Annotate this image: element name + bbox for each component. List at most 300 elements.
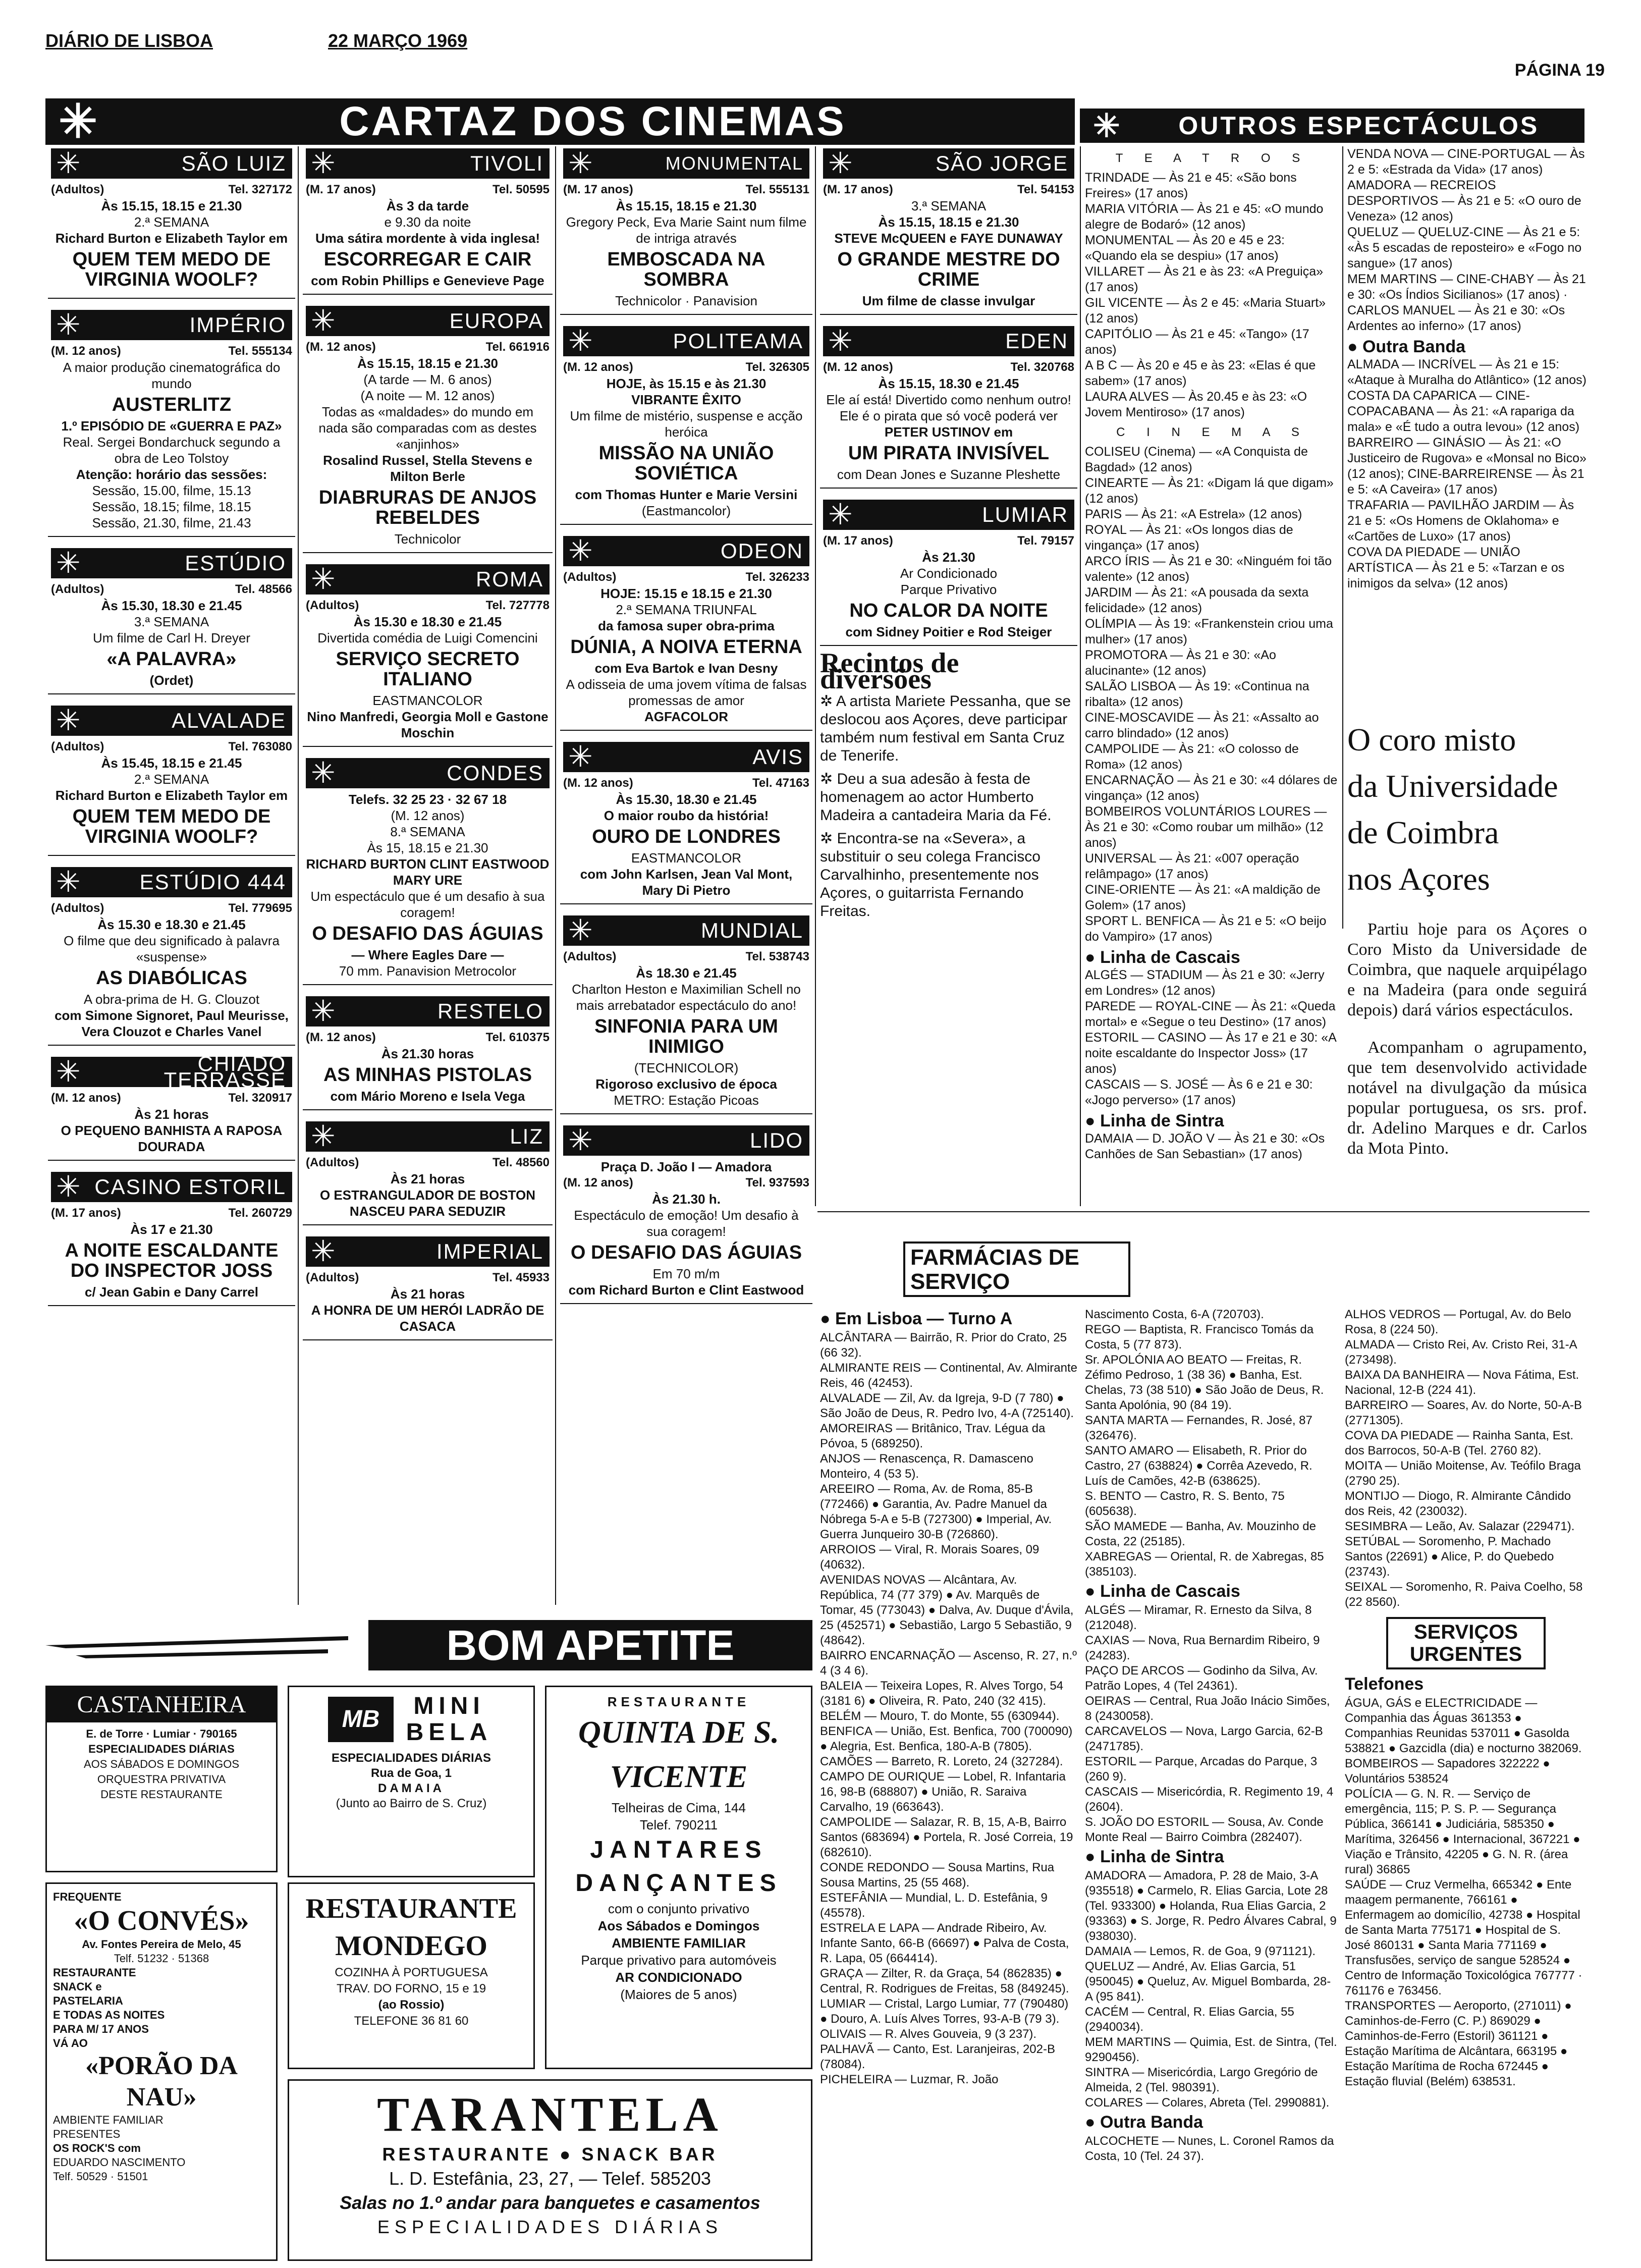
showtimes: Às 15.15, 18.15 e 21.30 [357,356,498,371]
format: Technicolor · Panavision [615,293,757,308]
list-item: SAÚDE — Cruz Vermelha, 665342 ● Ente maagem permanente, 766161 ● Enfermagem ao domicílio, 42738 ● Hospital de Santa Marta 775171 ● Hospital de S. José 860131 ● Santa Maria 771169 ● Transfusões, serviço de sangue 528524 ● Centro de Informação Toxicológica 767777 · 761176 e 763456. [1345,1878,1582,1997]
ad-line: TELEFONE 36 81 60 [354,2014,469,2028]
cascais-heading: ● Linha de Cascais [1085,948,1240,967]
list-item: MONTIJO — Diogo, R. Almirante Cândido dos Reis, 42 (230032). [1345,1489,1571,1518]
tagline: Divertida comédia de Luigi Comencini [317,630,538,645]
recintos-item: ✲ A artista Mariete Pessanha, que se deslocou aos Açores, deve participar também num festival em Santa Cruz de Tenerife. [820,693,1071,764]
cinema-name: MONUMENTAL [665,153,803,174]
format: (TECHNICOLOR) [634,1060,739,1075]
outros-column-a [1085,146,1340,1206]
age-rating: (M. 17 anos) [823,534,893,548]
article-title-line: de Coimbra [1347,815,1499,850]
showtimes: Às 15.15, 18.30 e 21.45 [878,376,1019,391]
age-rating: (M. 12 anos) [306,1031,376,1044]
sintra-heading: ● Linha de Sintra [1085,1847,1224,1866]
list-item: PALHAVÃ — Canto, Est. Laranjeiras, 202-B (78084). [820,2042,1055,2071]
age-rating: (M. 12 anos) [823,360,893,374]
ad-headline: JANTARES DANÇANTES [575,1837,782,1897]
cinema-chiado-terrasse [48,1052,295,1161]
list-item: TRANSPORTES — Aeroporto, (271011) ● Caminhos-de-Ferro (C. P.) 869029 ● Caminhos-de-Ferro (Estoril) 361121 ● Estação Marítima de Alcântara, 663195 ● Estação Marítima de Rocha 672445 ● Estação fluvial (Belém) 638531. [1345,1999,1572,2088]
ad-line: OS ROCK'S com [53,2142,141,2154]
showtimes: Às 21.30 [922,550,975,565]
list-item: ESTORIL — CASINO — Às 17 e 21 e 30: «A noite escaldante do Inspector Joss» (17 anos) [1085,1031,1336,1076]
cast: com Simone Signoret, Paul Meurisse, Vera Clouzot e Charles Vanel [54,1008,289,1039]
week: 2.ª SEMANA [134,772,209,787]
list-item: ROYAL — Às 21: «Os longos dias de vingança» (17 anos) [1085,523,1293,553]
list-item: AREEIRO — Roma, Av. de Roma, 85-B (772466) ● Garantia, Av. Padre Manuel da Nóbrega 5-A e 5-B (727300) ● Imperial, Av. Guerra Junqueiro 30-B (726860). [820,1482,1052,1541]
ad-line: PARA M/ 17 ANOS [53,2023,149,2035]
tagline: Todas as «maldades» do mundo em nada são comparadas com as destes «anjinhos» [318,404,537,452]
ad-line: Telf. 51232 · 51368 [114,1952,209,1965]
showtimes: Às 15, 18.15 e 21.30 [367,840,488,855]
ad-line: COZINHA À PORTUGUESA [335,1966,488,1979]
minibela-logo: MB [328,1697,394,1742]
phone: Tel. 54153 [1017,183,1074,196]
teatros-heading: T E A T R O S [1115,151,1309,165]
phone: Tel. 47163 [752,776,809,790]
film-title: AUSTERLITZ [112,394,232,415]
phone: Tel. 661916 [485,340,550,354]
asterisk-icon: ✳ [828,147,853,180]
ad-name: RESTAURANTE MONDEGO [305,1893,517,1962]
list-item: ÁGUA, GÁS e ELECTRICIDADE — Companhia das Águas 361353 ● Companhias Reunidas 537011 ● Gasolda 538821 ● Gazcidla (dia) e nocturno 382069. [1345,1696,1582,1755]
list-item: ENCARNAÇÃO — Às 21 e 30: «4 dólares de vingança» (12 anos) [1085,773,1338,803]
asterisk-icon: ✳ [568,325,593,357]
cinema-name: ESTÚDIO [185,551,286,575]
asterisk-icon: ✳ [311,757,336,789]
cast-2: com Dean Jones e Suzanne Pleshette [837,467,1061,482]
phone: Tel. 727778 [485,599,550,612]
asterisk-icon: ✳ [311,1235,336,1268]
list-item: COLISEU (Cinema) — «A Conquista de Bagdad» (12 anos) [1085,445,1308,474]
list-item: ALMADA — INCRÍVEL — Às 21 e 15: «Ataque à Muralha do Atlântico» (12 anos) [1347,357,1587,387]
cast: Rosalind Russel, Stella Stevens e Milton Berle [323,453,532,484]
phone: Tel. 779695 [228,901,292,915]
ad-line: (Junto ao Bairro de S. Cruz) [336,1797,487,1810]
tagline: Ele aí está! Divertido como nenhum outro! Ele é o pirata que só você poderá ver [826,392,1071,423]
sintra-heading: ● Linha de Sintra [1085,1111,1224,1130]
cinema-sao-jorge [820,146,1077,315]
showtimes: Às 15.15, 18.15 e 21.30 [101,198,242,213]
cartaz-title: CARTAZ DOS CINEMAS [339,98,846,144]
asterisk-icon: ✳ [311,995,336,1028]
cinema-lido [560,1123,812,1304]
cast: com Robin Phillips e Genevieve Page [311,273,544,288]
asterisk-icon: ✳ [568,914,593,947]
list-item: LAURA ALVES — Às 20.45 e às 23: «O Jovem Mentiroso» (17 anos) [1085,390,1307,419]
phone: Tel. 763080 [228,740,292,753]
list-item: PICHELEIRA — Luzmar, R. João [820,2073,999,2086]
ad-conves [45,1882,278,2261]
ad-name: MINI BELA [406,1693,493,1746]
ad-tarantela [288,2079,812,2261]
showtimes: Às 15.15, 18.15 e 21.30 [878,214,1019,230]
asterisk-icon: ✳ [828,498,853,531]
film-title: DIABRURAS DE ANJOS REBELDES [318,487,537,528]
cinema-name: CONDES [447,761,543,785]
list-item: COSTA DA CAPARICA — CINE-COPACABANA — Às 21: «A rapariga da mala» e «É tudo a outra levou» (12 anos) [1347,389,1580,434]
asterisk-icon: ✳ [311,304,336,337]
age-rating: (M. 17 anos) [306,183,376,196]
cinema-restelo [303,994,553,1110]
list-item: SALÃO LISBOA — Às 19: «Continua na ribalta» (12 anos) [1085,679,1309,709]
list-item: OLÍMPIA — Às 19: «Frankenstein criou uma mulher» (17 anos) [1085,617,1333,646]
list-item: ESTORIL — Parque, Arcadas do Parque, 3 (260 9). [1085,1755,1318,1784]
showtimes: Às 15.30, 18.30 e 21.45 [101,598,242,613]
list-item: AMOREIRAS — Britânico, Trav. Légua da Póvoa, 5 (689250). [820,1422,1046,1450]
phone: Tel. 48560 [493,1156,550,1169]
asterisk-icon: ✳ [56,308,81,341]
ad-line: ORQUESTRA PRIVATIVA [97,1773,226,1786]
cinema-name: POLITEAMA [673,329,803,353]
week: 3.ª SEMANA [134,614,209,629]
film-title: AS DIABÓLICAS [96,967,247,989]
list-item: Sr. APOLÓNIA AO BEATO — Freitas, R. Zéfimo Pedroso, 1 (38 36) ● Banha, Est. Chelas, 73 (38 510) ● São João de Deus, R. Santa Apolónia, 90 (84 19). [1085,1353,1324,1412]
ad-line: PASTELARIA [53,1994,123,2007]
asterisk-icon: ✳ [1093,107,1120,144]
cinema-europa [303,304,553,553]
cinema-monumental [560,146,812,315]
showtimes: Às 21 horas [390,1286,465,1302]
list-item: OLIVAIS — R. Alves Gouveia, 9 (3 237). [820,2027,1037,2041]
showtimes: Às 21 horas [134,1107,209,1122]
list-item: MEM MARTINS — Quimia, Est. de Sintra, (Tel. 9290456). [1085,2035,1337,2064]
cinema-eden [820,324,1077,489]
age-rating: (Adultos) [306,599,359,612]
ad-name: CASTANHEIRA [47,1687,276,1722]
list-item: SANTO AMARO — Elisabeth, R. Prior do Castro, 27 (638824) ● Corrêa Azevedo, R. Luís de Camões, 42-B (638625). [1085,1444,1312,1488]
page-number: PÁGINA 19 [1514,61,1605,80]
list-item: CAPITÓLIO — Às 21 e 45: «Tango» (17 anos) [1085,327,1309,357]
ad-line: Telheiras de Cima, 144 [612,1800,746,1815]
list-item: MARIA VITÓRIA — Às 21 e 45: «O mundo alegre de Bodaró» (12 anos) [1085,202,1324,232]
ad-mondego [288,1882,535,2069]
article-paragraph: Partiu hoje para os Açores o Coro Misto da Universidade de Coimbra, que naquele arquipélago e na Madeira (para onde seguirá depois) dará vários espectáculos. [1347,920,1587,1019]
list-item: SINTRA — Misericórdia, Largo Gregório de Almeida, 2 (Tel. 980391). [1085,2066,1318,2094]
amenity: Parque Privativo [900,582,997,597]
session: Sessão, 18.15; filme, 18.15 [92,499,251,514]
list-item: ESTEFÂNIA — Mundial, L. D. Estefânia, 9 (45578). [820,1891,1048,1920]
list-item: MOITA — União Moitense, Av. Teófilo Braga (2790 25). [1345,1459,1581,1488]
film-title: QUEM TEM MEDO DE VIRGINIA WOOLF? [72,249,271,290]
cinema-name: ESTÚDIO 444 [139,870,286,894]
amenity: Ar Condicionado [900,566,998,581]
paper-name: DIÁRIO DE LISBOA [45,30,213,51]
list-item: BAIXA DA BANHEIRA — Nova Fátima, Est. Nacional, 12-B (224 41). [1345,1368,1579,1397]
showtimes: Às 18.30 e 21.45 [636,965,737,981]
outros-title: OUTROS ESPECTÁCULOS [1178,112,1540,140]
article-title-line: da Universidade [1347,768,1558,804]
list-item: DAMAIA — D. JOÃO V — Às 21 e 30: «Os Canhões de San Sebastian» (17 anos) [1085,1131,1325,1161]
cast: com John Karlsen, Jean Val Mont, Mary Di Pietro [580,867,793,898]
list-item: PROMOTORA — Às 21 e 30: «Ao alucinante» (12 anos) [1085,648,1276,678]
issue-date: 22 MARÇO 1969 [328,30,468,51]
list-item: CACÉM — Central, R. Elias Garcia, 55 (2940034). [1085,2005,1294,2034]
cast: Gregory Peck, Eva Marie Saint num filme de intriga através [566,214,807,246]
tagline: Um filme de classe invulgar [862,293,1035,308]
showtimes: Às 3 da tarde [386,198,469,213]
list-item: CINE-ORIENTE — Às 21: «A maldição de Golem» (17 anos) [1085,883,1321,912]
ad-name-2: «PORÃO DA NAU» [85,2051,238,2112]
age-rating: (Adultos) [51,183,104,196]
list-item: ALMIRANTE REIS — Continental, Av. Almirante Reis, 46 (42453). [820,1361,1077,1390]
ad-name: QUINTA DE S. VICENTE [578,1715,779,1794]
phone: Tel. 48566 [235,582,292,596]
tagline: Espectáculo de emoção! Um desafio à sua coragem! [574,1208,799,1239]
outros-banner [1080,109,1584,143]
list-item: SANTA MARTA — Fernandes, R. José, 87 (326476). [1085,1414,1312,1442]
list-item: ANJOS — Renascença, R. Damasceno Monteiro, 4 (53 5). [820,1452,1033,1481]
cinema-politeama [560,324,812,525]
masthead [45,30,1605,80]
format: EASTMANCOLOR [372,693,483,708]
asterisk-icon: ✳ [59,96,98,147]
asterisk-icon: ✳ [568,1124,593,1157]
list-item: S. JOÃO DO ESTORIL — Sousa, Av. Conde Monte Real — Bairro Coimbra (282407). [1085,1815,1324,1844]
showtimes: Às 15.45, 18.15 e 21.45 [101,755,242,771]
list-item: XABREGAS — Oriental, R. de Xabregas, 85 (385103). [1085,1550,1324,1579]
age-rating: (M. 12 anos) [563,360,633,374]
ad-line: AMBIENTE FAMILIAR [612,1935,746,1951]
cast: Charlton Heston e Maximilian Schell no mais arrebatador espectáculo do ano! [572,982,801,1013]
list-item: PARIS — Às 21: «A Estrela» (12 anos) [1085,507,1302,521]
ad-name: TARANTELA [377,2087,723,2141]
ad-castanheira [45,1686,278,1872]
telefones-heading: Telefones [1345,1675,1424,1694]
ad-line: Aos Sábados e Domingos [597,1918,760,1933]
ad-line: E TODAS AS NOITES [53,2009,165,2021]
recintos-item: ✲ Deu a sua adesão à festa de homenagem ao actor Humberto Madeira a cantadeira Maria da Fé. [820,771,1052,824]
original-title: (Ordet) [149,673,194,688]
tagline: O maior roubo da história! [604,808,769,823]
tagline: Um espectáculo que é um desafio à sua coragem! [310,889,545,920]
cinema-name: SÃO LUIZ [181,151,286,175]
list-item: ESTRELA E LAPA — Andrade Ribeiro, Av. Infante Santo, 66-B (66697) ● Palva de Costa, R. Lapa, 05 (664414). [820,1921,1069,1965]
cinema-name: RESTELO [437,999,543,1023]
coro-article [1347,717,1587,1221]
asterisk-icon: ✳ [568,740,593,773]
phone: Tel. 610375 [485,1031,550,1044]
age-rating: (M. 12 anos) [563,1176,633,1190]
list-item: ALMADA — Cristo Rei, Av. Cristo Rei, 31-A (273498). [1345,1338,1577,1367]
showtimes: HOJE: 15.15 e 18.15 e 21.30 [600,586,772,601]
farmacias-heading: FARMÁCIAS DE SERVIÇO [903,1241,1130,1297]
ad-line: FREQUENTE [53,1891,122,1903]
list-item: UNIVERSAL — Às 21: «007 operação relâmpago» (17 anos) [1085,851,1299,881]
cartaz-banner [45,98,1075,145]
tagline: Uma sátira mordente à vida inglesa! [315,231,540,246]
list-item: BELÉM — Mouro, T. do Monte, 55 (630944). [820,1709,1060,1723]
cast: com Eva Bartok e Ivan Desny [594,661,778,676]
list-item: CAXIAS — Nova, Rua Bernardim Ribeiro, 9 (24283). [1085,1634,1320,1662]
list-item: AVENIDAS NOVAS — Alcântara, Av. República, 74 (77 379) ● Av. Marquês de Tomar, 45 (773043) ● Dalva, Av. Duque d'Ávila, 25 (452571) ● Sebastião, Largo 5 Sebastião, 9 (48642). [820,1573,1074,1647]
phone: Tel. 45933 [493,1271,550,1284]
headline: VIBRANTE ÊXITO [631,392,741,407]
ad-line: RESTAURANTE ● SNACK BAR [382,2144,718,2165]
cinema-alvalade [48,704,295,856]
film-title: O DESAFIO DAS ÁGUIAS [570,1242,802,1263]
age-rating: (M. 12 anos) [51,1091,121,1105]
asterisk-icon: ✳ [311,563,336,596]
ad-line: Telef. 790211 [639,1817,718,1832]
tagline: Um filme de mistério, suspense e acção heróica [570,408,803,440]
ad-name: «O CONVÉS» [74,1905,249,1936]
list-item: CONDE REDONDO — Sousa Martins, Rua Sousa Martins, 25 (55 468). [820,1861,1055,1889]
ad-line: Salas no 1.º andar para banquetes e casamentos [340,2192,760,2213]
age-rating: (Adultos) [51,740,104,753]
film-title: O PEQUENO BANHISTA A RAPOSA DOURADA [61,1123,283,1154]
list-item: AMADORA — RECREIOS DESPORTIVOS — Às 21 e 5: «O ouro de Veneza» (12 anos) [1347,178,1581,224]
showtimes: HOJE, às 15.15 e às 21.30 [606,376,767,391]
cinema-column-1 [48,146,295,1600]
week: 8.ª SEMANA [390,824,465,839]
film-title: EMBOSCADA NA SOMBRA [607,249,765,290]
list-item: BARREIRO — GINÁSIO — Às 21: «O Justiceiro de Rugova» e «Monsal no Bico» (12 anos); CINE-BARREIRENSE — Às 21 e 5: «A Caveira» (17 anos) [1347,436,1587,497]
film-title: MISSÃO NA UNIÃO SOVIÉTICA [598,443,774,484]
ad-line: EDUARDO NASCIMENTO [53,2156,186,2169]
cast: com Richard Burton e Clint Eastwood [568,1282,804,1298]
film-title: AS MINHAS PISTOLAS [323,1064,532,1086]
ad-line: Parque privativo para automóveis [581,1953,777,1968]
list-item: GRAÇA — Zilter, R. da Graça, 54 (862835) ● Central, R. Rodrigues de Freitas, 58 (849245). [820,1967,1069,1995]
week: 2.ª SEMANA [134,214,209,230]
cinema-column-3 [560,146,812,1600]
list-item: SPORT L. BENFICA — Às 21 e 5: «O beijo do Vampiro» (17 anos) [1085,914,1327,944]
age-rating: (Adultos) [563,950,617,963]
week: 2.ª SEMANA TRIUNFAL [616,602,757,617]
metro: METRO: Estação Picoas [614,1093,759,1108]
cast: STEVE McQUEEN e FAYE DUNAWAY [834,231,1063,246]
phone: Tel. 327172 [228,183,292,196]
cast: PETER USTINOV em [884,424,1013,440]
director: Real. Sergei Bondarchuck segundo a obra de Leo Tolstoy [63,435,281,466]
ad-line: Rua de Goa, 1 [370,1766,452,1780]
list-item: S. BENTO — Castro, R. S. Bento, 75 (605638). [1085,1489,1285,1518]
cinema-imperio [48,308,295,537]
ad-line: (Maiores de 5 anos) [620,1987,737,2002]
ad-line: AMBIENTE FAMILIAR [53,2114,163,2126]
film-title: QUEM TEM MEDO DE VIRGINIA WOOLF? [72,806,271,847]
asterisk-icon: ✳ [56,1170,81,1203]
list-item: BENFICA — União, Est. Benfica, 700 (700090) ● Alegria, Est. Benfica, 180-A-B (7805). [820,1724,1073,1753]
film-title: «A PALAVRA» [106,649,237,670]
cinema-name: AVIS [752,745,803,769]
phone: Tel. 326305 [745,360,809,374]
recintos-item: ✲ Encontra-se na «Severa», a substituir o seu colega Francisco Carvalhinho, presentemente nos Açores, o guitarrista Fernando Freitas. [820,830,1041,920]
ad-line: RESTAURANTE [53,1966,136,1979]
cascais-heading: ● Linha de Cascais [1085,1582,1240,1601]
ad-line: TRAV. DO FORNO, 15 e 19 [336,1982,486,1995]
film-title-2: NASCEU PARA SEDUZIR [349,1204,506,1219]
asterisk-icon: ✳ [56,866,81,898]
phone: Tel. 260729 [228,1206,292,1220]
list-item: ALCÂNTARA — Bairrão, R. Prior do Crato, 25 (66 32). [820,1331,1067,1360]
lisboa-heading: ● Em Lisboa — Turno A [820,1309,1013,1328]
format: AGFACOLOR [644,709,729,724]
list-item: MONUMENTAL — Às 20 e 45 e 23: «Quando ela se despiu» (17 anos) [1085,233,1285,263]
cinema-condes [303,756,553,985]
phone: Tel. 320917 [228,1091,292,1105]
list-item: ALGÉS — Miramar, R. Ernesto da Silva, 8 (212048). [1085,1603,1312,1632]
cinema-name: EDEN [1005,329,1068,353]
list-item: TRINDADE — Às 21 e 45: «São bons Freires» (17 anos) [1085,171,1297,200]
film-title: DÚNIA, A NOIVA ETERNA [570,636,802,658]
age-rating: (M. 12 anos) [563,776,633,790]
age-rating: (Adultos) [51,901,104,915]
asterisk-icon: ✳ [828,325,853,357]
list-item: TRAFARIA — PAVILHÃO JARDIM — Às 21 e 5: «Os Homens de Oklahoma» e «Cartões de Luxo» (17 anos) [1347,498,1574,544]
outros-column-b [1347,146,1587,742]
asterisk-icon: ✳ [311,147,336,180]
cinema-estudio-444 [48,865,295,1046]
list-item: COVA DA PIEDADE — UNIÃO ARTÍSTICA — Às 21 e 5: «Tarzan e os inimigos da selva» (12 anos) [1347,545,1565,590]
ad-line: ESPECIALIDADES DIÁRIAS [331,1751,491,1765]
original-title: — Where Eagles Dare — [351,947,504,962]
format: Technicolor [394,531,461,547]
list-item: POLÍCIA — G. N. R. — Serviço de emergência, 115; P. S. P. — Segurança Pública, 366141 ● Judiciária, 585350 ● Marítima, 326456 ● Internacional, 367221 ● Viação e Trânsito, 42205 ● G. N. R. (área rural) 36865 [1345,1787,1580,1876]
list-item: CAMPOLIDE — Às 21: «O colosso de Roma» (12 anos) [1085,742,1299,772]
ad-line: AOS SÁBADOS E DOMINGOS [83,1758,240,1770]
cinema-name: TIVOLI [470,151,543,175]
list-item: REGO — Baptista, R. Francisco Tomás da Costa, 5 (77 873). [1085,1323,1314,1352]
list-item: SEIXAL — Soromenho, R. Paiva Coelho, 58 (22 8560). [1345,1580,1583,1609]
age-rating: (Adultos) [306,1271,359,1284]
list-item: CAMPO DE OURIQUE — Lobel, R. Infantaria 16, 98-B (688807) ● União, R. Saraiva Carvalho, 19 (663643). [820,1770,1066,1814]
film-title: NO CALOR DA NOITE [849,600,1048,621]
list-item: Nascimento Costa, 6-A (720703). [1085,1308,1264,1321]
cinema-roma [303,562,553,747]
cinema-lumiar [820,498,1077,646]
list-item: PAREDE — ROYAL-CINE — Às 21: «Queda mortal» e «Segue o teu Destino» (17 anos) [1085,999,1336,1029]
asterisk-icon: ✳ [56,147,81,180]
session: Sessão, 21.30, filme, 21.43 [92,515,251,530]
cinema-column-2 [303,146,553,1600]
ad-line: E. de Torre · Lumiar · 790165 [86,1727,237,1740]
list-item: QUELUZ — André, Av. Elias Garcia, 51 (950045) ● Queluz, Av. Miguel Bombarda, 28-A (95 841). [1085,1960,1331,2004]
ad-line: SNACK e [53,1980,102,1993]
ad-line: AR CONDICIONADO [615,1970,742,1985]
showtimes: Às 21.30 horas [381,1046,474,1061]
ad-line: L. D. Estefânia, 23, 27, — Telef. 585203 [389,2168,711,2189]
cast: com Mário Moreno e Isela Vega [330,1089,525,1104]
list-item: ALGÉS — STADIUM — Às 21 e 30: «Jerry em Londres» (12 anos) [1085,968,1325,998]
asterisk-icon: ✳ [568,147,593,180]
cinema-name: CHIADO TERRASSE [163,1052,286,1092]
list-item: BOMBEIROS — Sapadores 322222 ● Voluntários 538524 [1345,1757,1550,1786]
age-rating: (Adultos) [306,1156,359,1169]
cinema-casino-estoril [48,1170,295,1306]
list-item: COVA DA PIEDADE — Rainha Santa, Est. dos Barrocos, 50-A-B (Tel. 2760 82). [1345,1429,1574,1457]
cinema-name: MUNDIAL [700,919,803,942]
cinema-mundial [560,913,812,1114]
showtimes: Às 21.30 h. [652,1192,721,1207]
cinemas-heading: C I N E M A S [1116,425,1308,439]
list-item: CAMÕES — Barreto, R. Loreto, 24 (327284). [820,1755,1063,1768]
cinema-name: SÃO JORGE [935,151,1068,175]
list-item: SESIMBRA — Leão, Av. Salazar (229471). [1345,1520,1575,1533]
list-item: MEM MARTINS — CINE-CHABY — Às 21 e 30: «Os Índios Sicilianos» (17 anos) · CARLOS MANUEL — Às 21 e 30: «Os Ardentes ao inferno» (17 anos) [1347,272,1586,333]
phone: Tel. 555134 [228,344,292,358]
ad-quinta [545,1686,812,2069]
asterisk-icon: ✳ [311,1120,336,1153]
cast: com Sidney Poitier e Rod Steiger [845,624,1052,639]
cast: Richard Burton e Elizabeth Taylor em [55,788,288,803]
showtimes-evening: e 9.30 da noite [384,214,471,230]
film-title: UM PIRATA INVISÍVEL [848,443,1050,464]
schedule-note: Atenção: horário das sessões: [76,467,267,482]
asterisk-icon: ✳ [56,704,81,737]
cinema-name: CASINO ESTORIL [94,1175,286,1199]
